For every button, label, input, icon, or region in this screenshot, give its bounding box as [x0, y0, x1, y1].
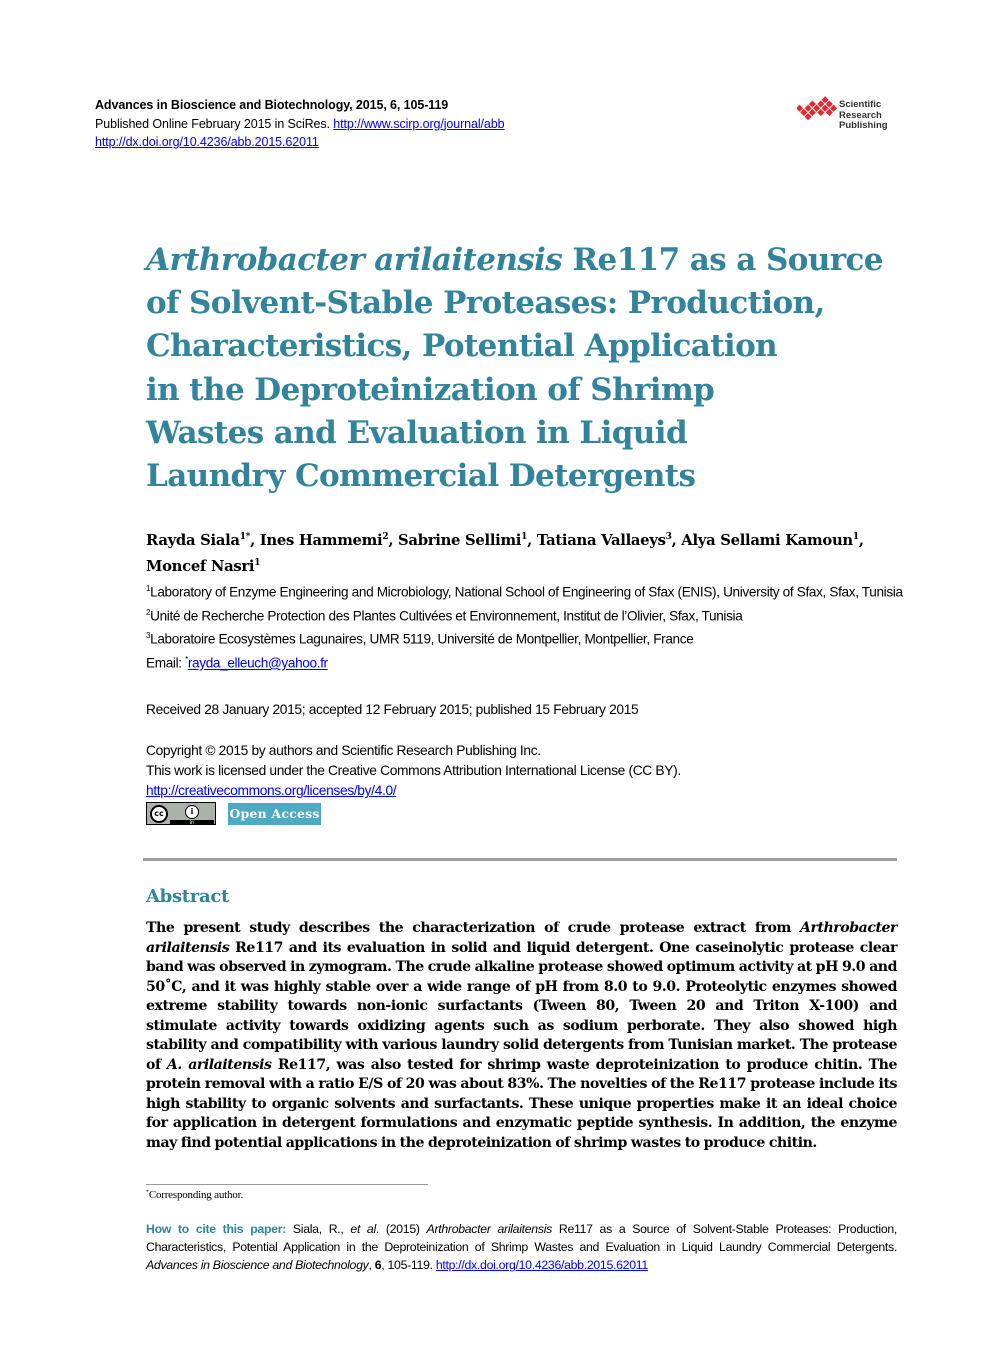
cc-by-badge[interactable] [146, 802, 216, 825]
license-link[interactable]: http://creativecommons.org/licenses/by/4.0/ [146, 783, 397, 799]
cite-doi-link[interactable]: http://dx.doi.org/10.4236/abb.2015.62011 [435, 1258, 648, 1273]
publisher-name: Scientific Research Publishing [839, 99, 888, 131]
title-species-italic: Arthrobacter arilaitensis [146, 242, 563, 278]
affiliation: $^3$Laboratoire Ecosystèmes Lagunaires, UMR 5119, Université de Montpellier, Montpellier, France [146, 631, 694, 647]
author-list: Rayda Siala$^{1*}$, Ines Hammemi$^2$, Sabrine Sellimi$^1$, Tatiana Vallaeys$^3$, Alya Sellami Kamoun$^1$, Moncef Nasri$^1$ [146, 531, 864, 575]
copyright-line: Copyright © 2015 by authors and Scientific Research Publishing Inc. [146, 743, 541, 758]
copyright-block [146, 741, 681, 802]
journal-header [95, 96, 505, 152]
publication-dates: Received 28 January 2015; accepted 12 February 2015; published 15 February 2015 [146, 702, 639, 717]
affiliation: $^2$Unité de Recherche Protection des Plantes Cultivées et Environnement, Institut de l’Olivier, Sfax, Tunisia [146, 607, 743, 624]
published-text: Published Online February 2015 in SciRes. [95, 116, 330, 131]
open-access-badge[interactable]: Open Access [228, 803, 321, 825]
affiliations [146, 579, 906, 674]
footnote: *Corresponding author. [146, 1189, 243, 1201]
author: Ines Hammemi$^2$ [259, 531, 389, 549]
email-link[interactable]: rayda_elleuch@yahoo.fr [187, 655, 328, 671]
by-label: BY [170, 820, 214, 825]
author: Tatiana Vallaeys$^3$ [536, 531, 672, 549]
paper-title: Arthrobacter arilaitensis Re117 as a Source of Solvent-Stable Proteases: Production, Characteristics, Potential Application in the Deproteinization of Shrimp Wastes and Evaluation in Liquid Laundry Commercial Detergents [146, 242, 883, 495]
author: Moncef Nasri$^1$ [146, 557, 261, 575]
footnote-divider [146, 1184, 428, 1185]
journal-citation-line: Advances in Bioscience and Biotechnology, 2015, 6, 105-119 [95, 98, 449, 112]
journal-url-link[interactable]: http://www.scirp.org/journal/abb [333, 116, 505, 131]
published-line [95, 115, 505, 134]
person-icon: i [185, 805, 199, 819]
diamond-grid-logo-icon [797, 95, 839, 137]
abstract-heading: Abstract [146, 886, 230, 907]
author: Rayda Siala$^{1*}$ [146, 531, 251, 549]
author: Sabrine Sellimi$^1$ [398, 531, 528, 549]
how-to-cite: How to cite this paper: Siala, R., et al. (2015) Arthrobacter arilaitensis Re117 as a Source of Solvent-Stable Proteases: Production, Characteristics, Potential Application in the Deproteinization of Shrimp Wastes and Evaluation in Liquid Laundry Commercial Detergents. Advances in Bioscience and Biotechnology, 6, 105-119. http://dx.doi.org/10.4236/abb.2015.62011 [146, 1222, 898, 1273]
doi-link[interactable]: http://dx.doi.org/10.4236/abb.2015.62011 [95, 135, 319, 149]
abstract-body: The present study describes the characterization of crude protease extract from Arthrobacter arilaitensis Re117 and its evaluation in solid and liquid detergent. One caseinolytic protease clear band was observed in zymogram. The crude alkaline protease showed optimum activity at pH 9.0 and 50˚C, and it was highly stable over a wide range of pH from 8.0 to 9.0. Proteolytic enzymes showed extreme stability towards non-ionic surfactants (Tween 80, Tween 20 and Triton X-100) and stimulate activity towards oxidizing agents such as sodium perborate. They also showed high stability and compatibility with various laundry solid detergents from Tunisian market. The protease of A. arilaitensis Re117, was also tested for shrimp waste deproteinization to produce chitin. The protein removal with a ratio E/S of 20 was about 83%. The novelties of the Re117 protease include its high stability to organic solvents and surfactants. These unique properties make it an ideal choice for application in detergent formulations and enzymatic peptide synthesis. In addition, the enzyme may find potential applications in the deproteinization of shrimp wastes to produce chitin. [146, 920, 897, 1152]
section-divider [143, 858, 897, 861]
publisher-logo [797, 95, 902, 137]
email-label: Email: [146, 655, 186, 671]
author: Alya Sellami Kamoun$^1$ [681, 531, 859, 549]
cc-icon: cc [150, 805, 168, 823]
license-line: This work is licensed under the Creative Commons Attribution International License (CC BY). [146, 763, 681, 779]
cite-label: How to cite this paper: [146, 1222, 286, 1236]
email-row: Email: *rayda_elleuch@yahoo.fr [146, 655, 328, 671]
affiliation: $^1$Laboratory of Enzyme Engineering and Microbiology, National School of Engineering of Sfax (ENIS), University of Sfax, Sfax, Tunisia [146, 584, 903, 600]
